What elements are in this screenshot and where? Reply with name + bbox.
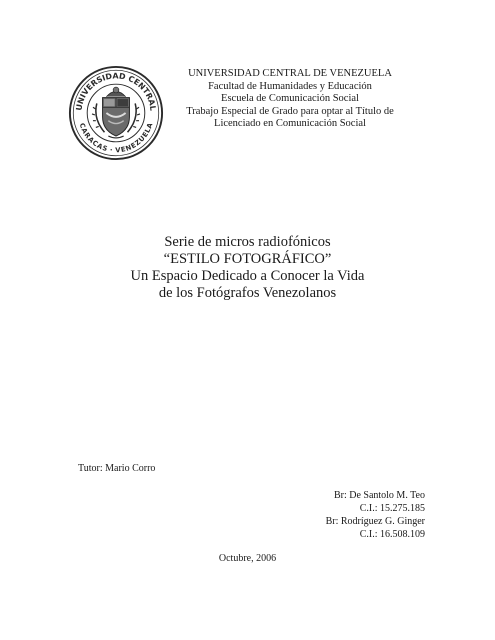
seal-bottom-text: CARACAS · VENEZUELA [77, 122, 155, 155]
university-seal-icon [68, 65, 164, 161]
tutor-name: Tutor: Mario Corro [78, 463, 156, 474]
title-line2: “ESTILO FOTOGRÁFICO” [163, 251, 332, 267]
document-date: Octubre, 2006 [218, 553, 277, 564]
authors-block [326, 489, 425, 541]
title-line1: Serie de micros radiofónicos [164, 234, 331, 250]
school-name: Escuela de Comunicación Social [221, 93, 359, 104]
university-name: UNIVERSIDAD CENTRAL DE VENEZUELA [188, 68, 392, 79]
title-line3: Un Espacio Dedicado a Conocer la Vida [130, 268, 365, 284]
faculty-name: Facultad de Humanidades y Educación [208, 80, 372, 92]
author-2-id: C.I.: 16.508.109 [359, 529, 425, 540]
title-line4: de los Fotógrafos Venezolanos [158, 285, 337, 301]
work-description-line1: Trabajo Especial de Grado para optar al Título de [186, 105, 394, 117]
author-1-id: C.I.: 15.275.185 [359, 503, 425, 514]
institution-header [160, 68, 420, 131]
author-2-name: Br: Rodríguez G. Ginger [325, 516, 425, 527]
document-title [0, 234, 495, 302]
author-1-name: Br: De Santolo M. Teo [333, 490, 425, 501]
seal-top-text: UNIVERSIDAD CENTRAL [74, 71, 158, 112]
work-description-line2: Licenciado en Comunicación Social [214, 118, 366, 129]
